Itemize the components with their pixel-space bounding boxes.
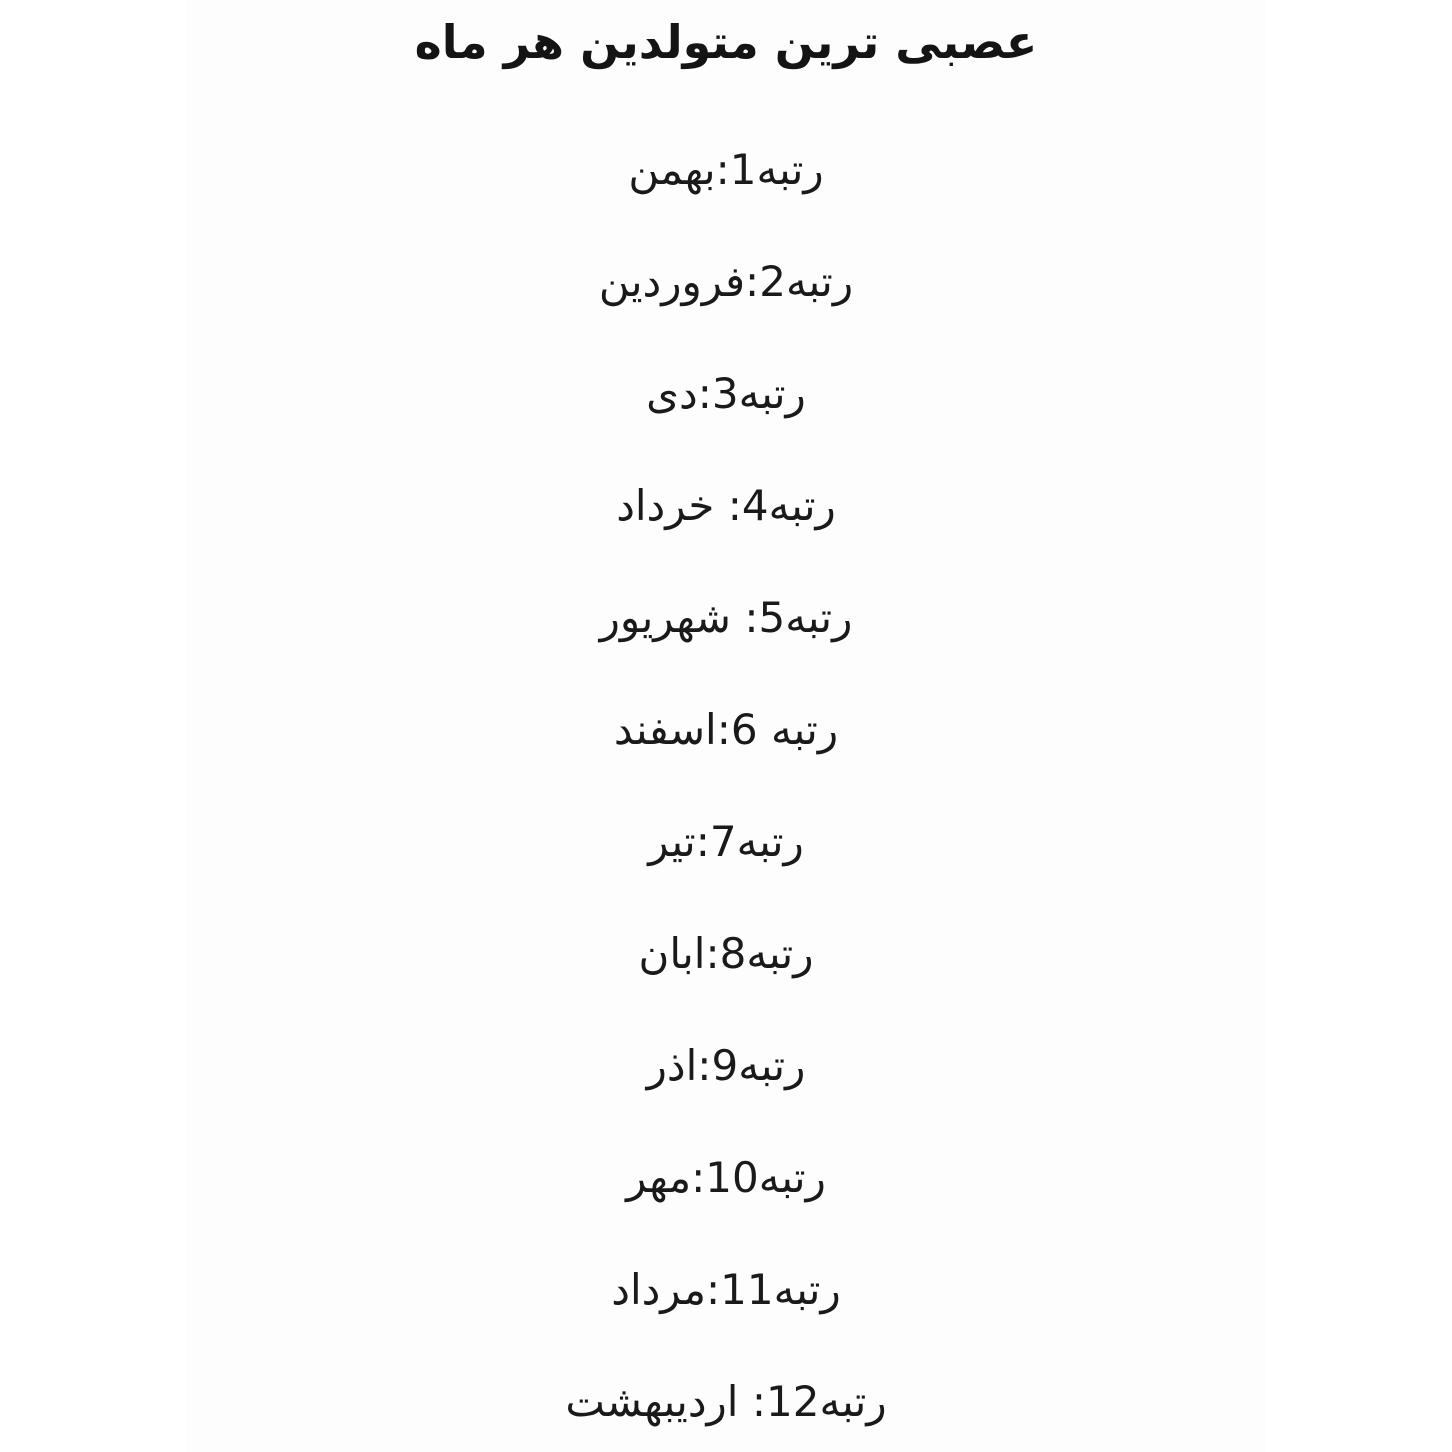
- rank-item-10: رتبه10:مهر: [626, 1153, 826, 1202]
- rank-item-8: رتبه8:ابان: [638, 929, 814, 978]
- rank-item-1: رتبه1:بهمن: [628, 145, 824, 194]
- rank-item-9: رتبه9:اذر: [646, 1041, 806, 1090]
- rank-item-12: رتبه12: اردیبهشت: [565, 1377, 887, 1426]
- rank-item-5: رتبه5: شهریور: [599, 593, 853, 642]
- rank-item-6: رتبه 6:اسفند: [613, 705, 839, 754]
- rank-item-7: رتبه7:تیر: [648, 817, 804, 866]
- rank-list: [0, 138, 1452, 1452]
- rank-item-11: رتبه11:مرداد: [611, 1265, 841, 1314]
- rank-item-4: رتبه4: خرداد: [616, 481, 836, 530]
- rank-item-3: رتبه3:دی: [646, 369, 806, 418]
- page-title: عصبی ترین متولدین هر ماه: [414, 15, 1038, 69]
- rank-item-2: رتبه2:فروردین: [598, 257, 854, 306]
